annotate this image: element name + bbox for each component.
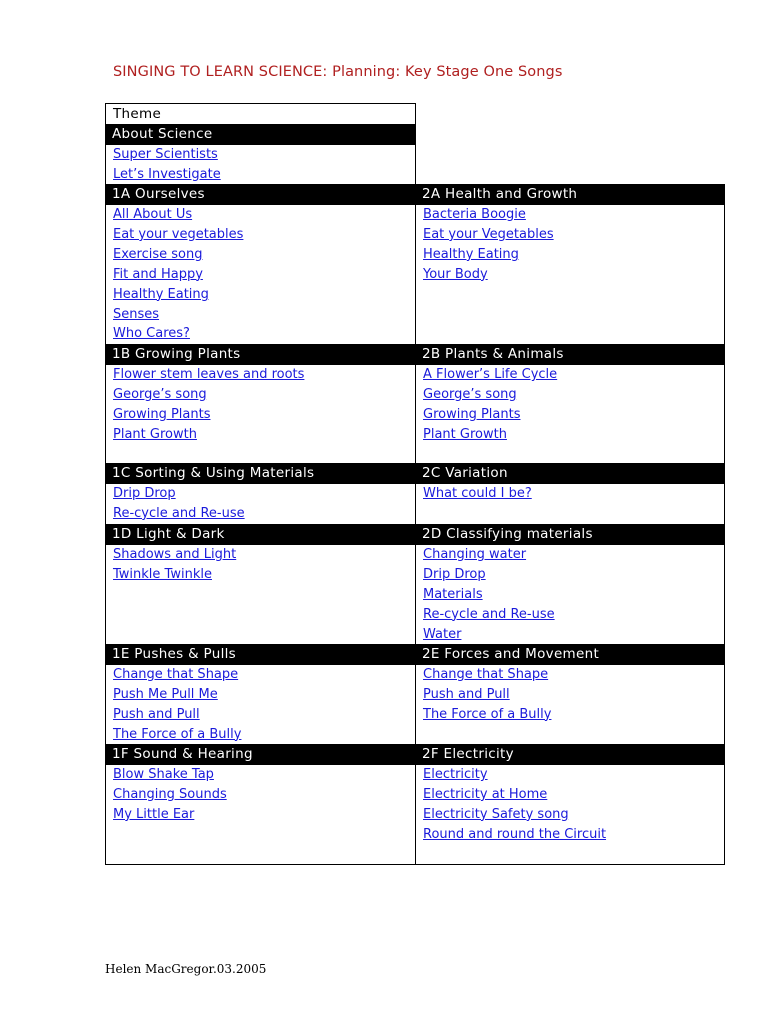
song-link[interactable]: Shadows and Light [113,547,237,562]
table-border [415,524,416,644]
song-link[interactable]: Drip Drop [423,566,486,582]
song-link[interactable]: Exercise song [113,246,203,262]
song-link[interactable]: Electricity at Home [423,786,548,802]
section-header-1e-pushes-pulls: 1E Pushes & Pulls [105,644,415,665]
table-border [415,184,416,344]
theme-label: Theme [113,106,162,122]
song-link[interactable]: Healthy Eating [423,246,519,262]
song-link[interactable]: Push and Pull [423,686,510,702]
table-border [724,344,725,463]
song-link[interactable]: Eat your Vegetables [423,226,554,242]
footer-author-date: Helen MacGregor.03.2005 [105,962,267,976]
song-link[interactable]: The Force of a Bully [113,726,242,742]
table-border [415,644,416,744]
song-link[interactable]: Materials [423,586,483,602]
table-border [105,103,416,104]
table-border [105,864,725,865]
document-title: SINGING TO LEARN SCIENCE: Planning: Key Stage One Songs [113,64,563,80]
song-link[interactable]: Eat your vegetables [113,226,244,242]
section-header-about-science: About Science [105,124,415,145]
song-link[interactable]: Super Scientists [113,147,218,162]
song-link[interactable]: Push Me Pull Me [113,686,218,702]
table-border [415,103,416,184]
song-link[interactable]: Flower stem leaves and roots [113,367,305,382]
table-border [724,744,725,864]
song-link[interactable]: Who Cares? [113,326,190,342]
song-link[interactable]: A Flower’s Life Cycle [423,367,558,382]
table-border [105,463,106,524]
table-border [105,744,106,864]
song-link[interactable]: Blow Shake Tap [113,767,214,782]
song-link[interactable]: Fit and Happy [113,266,203,282]
section-header-2e-forces-and-movement: 2E Forces and Movement [415,644,725,665]
song-link[interactable]: Changing Sounds [113,786,227,802]
song-link[interactable]: Healthy Eating [113,286,209,302]
song-link[interactable]: All About Us [113,207,193,222]
section-header-2d-classifying-materials: 2D Classifying materials [415,524,725,545]
table-border [724,184,725,344]
song-link[interactable]: George’s song [113,386,207,402]
section-header-1d-light-dark: 1D Light & Dark [105,524,415,545]
section-header-2b-plants-animals: 2B Plants & Animals [415,344,725,365]
section-header-1f-sound-hearing: 1F Sound & Hearing [105,744,415,765]
section-header-1c-sorting-using-materials: 1C Sorting & Using Materials [105,463,415,484]
song-link[interactable]: Electricity Safety song [423,806,569,822]
song-link[interactable]: Change that Shape [113,667,239,682]
song-link[interactable]: Round and round the Circuit [423,826,607,842]
song-link[interactable]: Let’s Investigate [113,166,221,182]
song-link[interactable]: Growing Plants [423,406,521,422]
song-link[interactable]: Your Body [423,266,488,282]
song-link[interactable]: What could I be? [423,486,532,501]
song-link[interactable]: Drip Drop [113,486,176,501]
song-link[interactable]: The Force of a Bully [423,706,552,722]
song-link[interactable]: Plant Growth [113,426,197,442]
table-border [415,344,416,463]
song-link[interactable]: Senses [113,306,160,322]
section-header-2f-electricity: 2F Electricity [415,744,725,765]
table-border [105,524,106,644]
song-link[interactable]: Bacteria Boogie [423,207,526,222]
song-link[interactable]: Water [423,626,462,642]
section-header-2a-health-and-growth: 2A Health and Growth [415,184,725,205]
table-border [105,184,106,344]
table-border [105,644,106,744]
section-header-2c-variation: 2C Variation [415,463,725,484]
song-link[interactable]: Push and Pull [113,706,200,722]
song-link[interactable]: Plant Growth [423,426,507,442]
song-link[interactable]: Re-cycle and Re-use [113,505,245,521]
song-link[interactable]: Re-cycle and Re-use [423,606,555,622]
song-link[interactable]: Twinkle Twinkle [113,566,212,582]
section-header-1b-growing-plants: 1B Growing Plants [105,344,415,365]
table-border [724,644,725,744]
table-border [415,463,416,524]
table-border [724,524,725,644]
song-link[interactable]: Electricity [423,767,488,782]
table-border [105,103,106,184]
table-border [415,744,416,864]
song-link[interactable]: Changing water [423,547,527,562]
song-link[interactable]: George’s song [423,386,517,402]
section-header-1a-ourselves: 1A Ourselves [105,184,415,205]
song-link[interactable]: Change that Shape [423,667,549,682]
table-border [105,344,106,463]
song-link[interactable]: Growing Plants [113,406,211,422]
table-border [724,463,725,524]
song-link[interactable]: My Little Ear [113,806,195,822]
